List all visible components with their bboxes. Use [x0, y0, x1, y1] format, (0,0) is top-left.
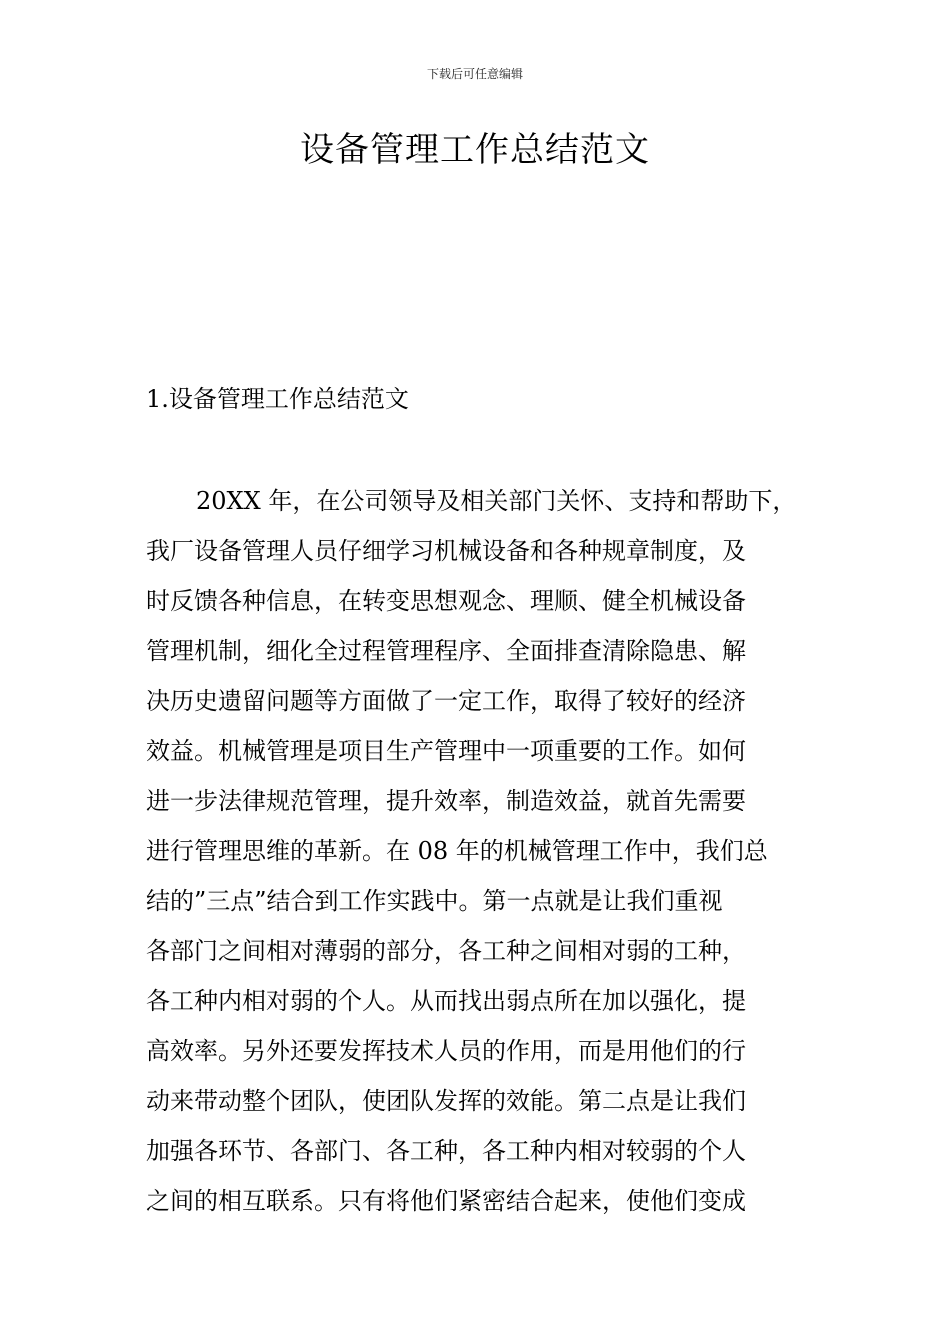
- paragraph-line: 高效率。另外还要发挥技术人员的作用，而是用他们的行: [146, 1037, 746, 1065]
- document-title: 设备管理工作总结范文: [300, 130, 650, 170]
- paragraph-line: 各工种内相对弱的个人。从而找出弱点所在加以强化，提: [146, 987, 746, 1015]
- paragraph-line: 各部门之间相对薄弱的部分，各工种之间相对弱的工种，: [146, 937, 746, 965]
- paragraph-line: 动来带动整个团队，使团队发挥的效能。第二点是让我们: [146, 1087, 746, 1115]
- paragraph-line: 结的”三点”结合到工作实践中。第一点就是让我们重视: [146, 887, 723, 915]
- paragraph-line: 决历史遗留问题等方面做了一定工作，取得了较好的经济: [146, 687, 746, 715]
- section-heading: 1.设备管理工作总结范文: [146, 385, 409, 413]
- paragraph-line: 时反馈各种信息，在转变思想观念、理顺、健全机械设备: [146, 587, 746, 615]
- paragraph-line: 加强各环节、各部门、各工种，各工种内相对较弱的个人: [146, 1137, 746, 1165]
- paragraph-line: 进一步法律规范管理，提升效率，制造效益，就首先需要: [146, 787, 746, 815]
- paragraph-line: 进行管理思维的革新。在 08 年的机械管理工作中，我们总: [146, 837, 768, 865]
- paragraph-line: 效益。机械管理是项目生产管理中一项重要的工作。如何: [146, 737, 746, 765]
- paragraph-line: 20XX 年，在公司领导及相关部门关怀、支持和帮助下，: [196, 487, 797, 515]
- paragraph-line: 我厂设备管理人员仔细学习机械设备和各种规章制度，及: [146, 537, 746, 565]
- paragraph-line: 管理机制，细化全过程管理程序、全面排查清除隐患、解: [146, 637, 746, 665]
- paragraph-line: 之间的相互联系。只有将他们紧密结合起来，使他们变成: [146, 1187, 746, 1215]
- header-note: 下载后可任意编辑: [426, 67, 523, 81]
